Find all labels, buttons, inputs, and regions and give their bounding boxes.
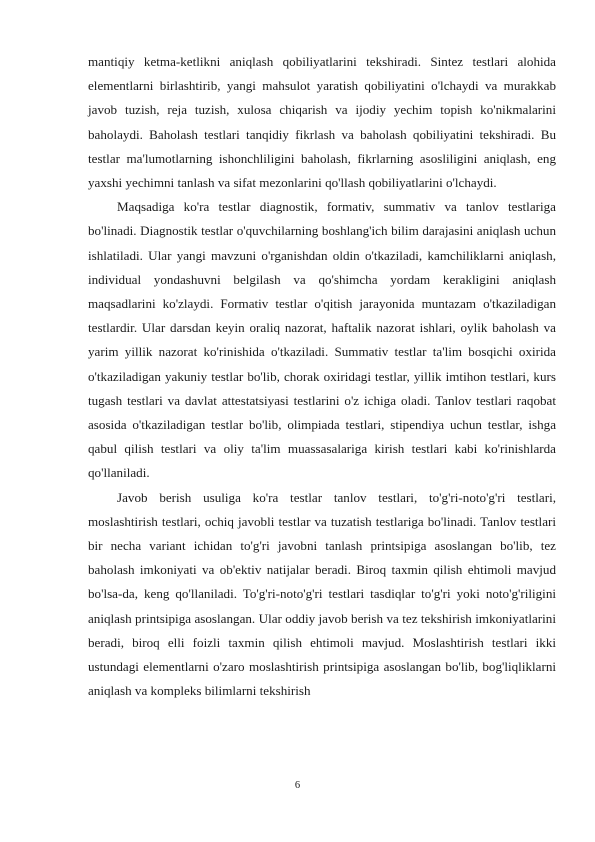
document-page xyxy=(88,50,556,703)
paragraph-continuation: mantiqiy ketma-ketlikni aniqlash qobiliyatlarini tekshiradi. Sintez testlari alohida elementlarni birlashtirib, yangi mahsulot yaratish qobiliyatini o'lchaydi va murakkab javob tuzish, reja tuzish, xulosa chiqarish va ijodiy yechim topish ko'nikmalarini baholaydi. Baholash testlari tanqidiy fikrlash va baholash qobiliyatini tekshiradi. Bu testlar ma'lumotlarning ishonchliligini baholash, fikrlarning asosliligini aniqlash, eng yaxshi yechimni tanlash va sifat mezonlarini qo'llash qobiliyatlarini o'lchaydi. xyxy=(88,54,556,191)
paragraph-test-purpose: Maqsadiga ko'ra testlar diagnostik, formativ, summativ va tanlov testlariga bo'linadi. Diagnostik testlar o'quvchilarning boshlang'ich bilim darajasini aniqlash uchun ishlatiladi. Ular yangi mavzuni o'rganishdan oldin o'tkaziladi, kamchiliklarni aniqlash, individual yondashuvni belgilash va qo'shimcha yordam kerakligini aniqlash maqsadlarini ko'zlaydi. Formativ testlar o'qitish jarayonida muntazam o'tkaziladigan testlardir. Ular darsdan keyin oraliq nazorat, haftalik nazorat ishlari, oylik baholash va yarim yillik nazorat ko'rinishida o'tkaziladi. Summativ testlar ta'lim bosqichi oxirida o'tkaziladigan yakuniy testlar bo'lib, chorak oxiridagi testlar, yillik imtihon testlari, kurs tugash testlari va davlat attestatsiyasi testlarini o'z ichiga oladi. Tanlov testlari raqobat asosida o'tkaziladigan testlar bo'lib, olimpiada testlari, stipendiya uchun testlar, ishga qabul qilish testlari va oliy ta'lim muassasalariga kirish testlari kabi ko'rinishlarda qo'llaniladi. xyxy=(88,199,556,481)
page-number: 6 xyxy=(294,780,301,791)
paragraph-answer-method: Javob berish usuliga ko'ra testlar tanlov testlari, to'g'ri-noto'g'ri testlari, moslashtirish testlari, ochiq javobli testlar va tuzatish testlariga bo'linadi. Tanlov testlari bir necha variant ichidan to'g'ri javobni tanlash printsipiga asoslangan bo'lib, tez baholash imkoniyati va ob'ektiv natijalar beradi. Biroq taxmin qilish ehtimoli mavjud bo'lsa-da, keng qo'llaniladi. To'g'ri-noto'g'ri testlari tasdiqlar to'g'ri yoki noto'g'riligini aniqlash printsipiga asoslangan. Ular oddiy javob berish va tez tekshirish imkoniyatlarini beradi, biroq elli foizli taxmin qilish ehtimoli mavjud. Moslashtirish testlari ikki ustundagi elementlarni o'zaro moslashtirish printsipiga asoslangan bo'lib, bog'liqliklarni aniqlash va kompleks bilimlarni tekshirish xyxy=(88,489,556,699)
